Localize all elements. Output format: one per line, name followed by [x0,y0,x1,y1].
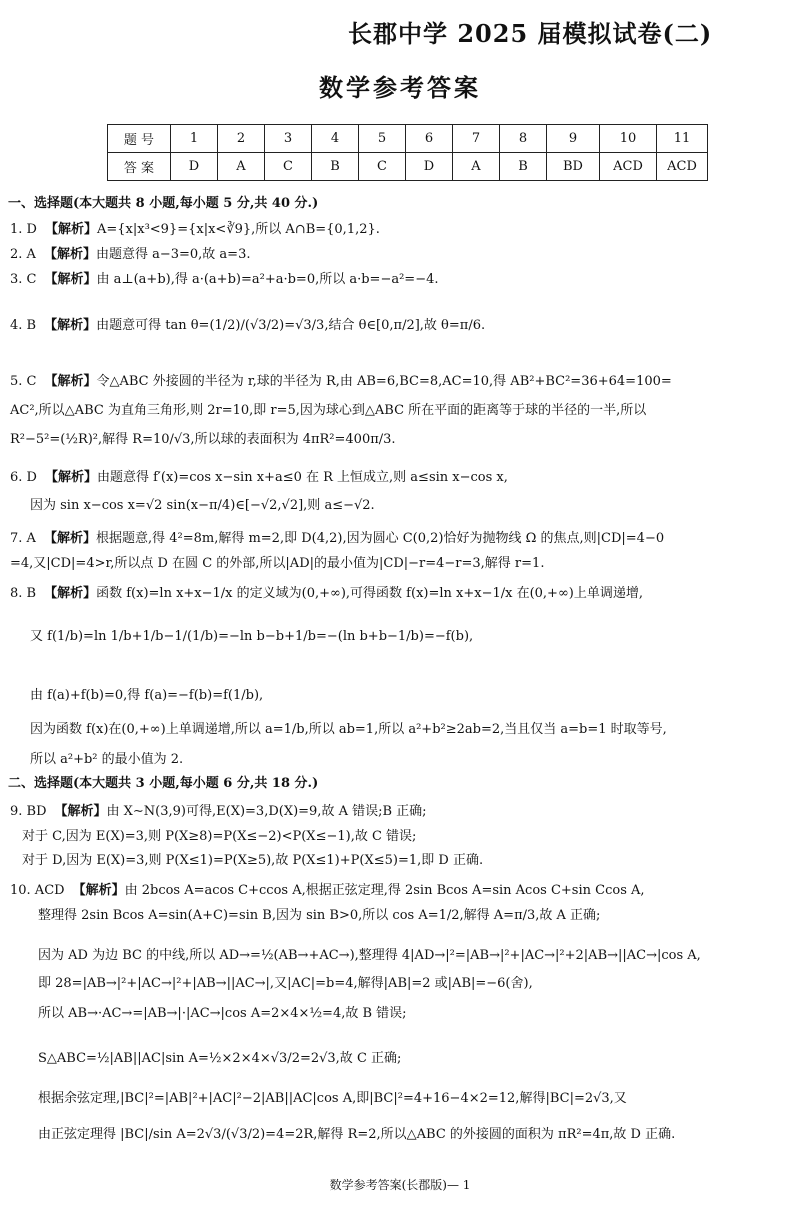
solution-line [10,268,439,287]
solution-text: AC²,所以△ABC 为直角三角形,则 2r=10,即 r=5,因为球心到△ABC 所在平面的距离等于球的半径的一半,所以 [10,403,647,418]
solution-line [38,1087,627,1106]
table-cell: A [453,153,500,181]
solution-line [10,800,427,819]
question-number: 4. B [10,318,37,333]
solution-line [22,825,416,844]
section-heading-1: 一、选择题(本大题共 8 小题,每小题 5 分,共 40 分.) [8,196,319,211]
question-number: 7. A [10,531,36,546]
solution-text: 因为函数 f(x)在(0,+∞)上单调递增,所以 a=1/b,所以 ab=1,所以 a²+b²≥2ab=2,当且仅当 a=b=1 时取等号, [30,722,667,737]
table-cell: 10 [600,125,657,153]
table-cell: ACD [600,153,657,181]
analysis-label: 【解析】 [54,804,107,819]
solution-text: 所以 AB→·AC→=|AB→|·|AC→|cos A=2×4×½=4,故 B 错误; [38,1006,407,1021]
solution-text: 即 28=|AB→|²+|AC→|²+|AB→||AC→|,又|AC|=b=4,解得|AB|=2 或|AB|=−6(舍), [38,976,533,991]
table-cell: 1 [171,125,218,153]
question-number: 8. B [10,586,37,601]
solution-line [10,466,508,485]
table-cell: B [312,153,359,181]
school-title: 长郡中学 2025 届模拟试卷(二) [348,19,713,48]
solution-line [30,625,473,644]
solution-line [38,1123,675,1142]
table-cell: 8 [500,125,547,153]
solution-text: 由 a⊥(a+b),得 a·(a+b)=a²+a·b=0,所以 a·b=−a²=−4. [96,272,439,287]
analysis-label: 【解析】 [44,586,97,601]
solution-line [38,904,600,923]
solution-line [10,552,544,571]
solution-line [38,1002,407,1021]
analysis-label: 【解析】 [43,247,96,262]
table-cell: 3 [265,125,312,153]
solution-line [10,370,672,389]
solution-line [30,718,667,737]
table-header-cell: 题 号 [108,125,171,153]
question-number: 1. D [10,222,37,237]
solution-text: 根据题意,得 4²=8m,解得 m=2,即 D(4,2),因为圆心 C(0,2)恰好为抛物线 Ω 的焦点,则|CD|=4−0 [95,531,665,546]
solution-text: 对于 C,因为 E(X)=3,则 P(X≥8)=P(X≤−2)<P(X≤−1),故 C 错误; [22,829,417,844]
analysis-label: 【解析】 [44,470,97,485]
question-number: 9. BD [10,804,47,819]
solution-line [30,748,183,767]
solution-text: S△ABC=½|AB||AC|sin A=½×2×4×√3/2=2√3,故 C 正确; [38,1051,402,1066]
table-cell: 2 [218,125,265,153]
solution-text: 由 f(a)+f(b)=0,得 f(a)=−f(b)=f(1/b), [30,688,264,703]
solution-text: 又 f(1/b)=ln 1/b+1/b−1/(1/b)=−ln b−b+1/b=−(ln b+b−1/b)=−f(b), [30,629,474,644]
solution-text: 函数 f(x)=ln x+x−1/x 的定义域为(0,+∞),可得函数 f(x)=ln x+x−1/x 在(0,+∞)上单调递增, [96,586,643,601]
solution-text: 因为 AD 为边 BC 的中线,所以 AD→=½(AB→+AC→),整理得 4|AD→|²=|AB→|²+|AC→|²+2|AB→||AC→|cos A, [38,948,701,963]
table-cell: 9 [547,125,600,153]
solution-text: 因为 sin x−cos x=√2 sin(x−π/4)∈[−√2,√2],则 a≤−√2. [30,498,375,513]
analysis-label: 【解析】 [43,531,96,546]
table-cell: 5 [359,125,406,153]
analysis-label: 【解析】 [44,374,97,389]
analysis-label: 【解析】 [44,222,97,237]
answer-table [107,124,708,181]
solution-line [10,243,250,262]
solution-text: 由正弦定理得 |BC|/sin A=2√3/(√3/2)=4=2R,解得 R=2,所以△ABC 的外接圆的面积为 πR²=4π,故 D 正确. [38,1127,676,1142]
table-cell: ACD [657,153,708,181]
solution-line [10,399,646,418]
solution-text: 由 X∼N(3,9)可得,E(X)=3,D(X)=9,故 A 错误;B 正确; [106,804,427,819]
solution-line [38,972,533,991]
solution-line [30,684,263,703]
solution-text: 根据余弦定理,|BC|²=|AB|²+|AC|²−2|AB||AC|cos A,即|BC|²=4+16−4×2=12,解得|BC|=2√3,又 [38,1091,627,1106]
section-heading-2: 二、选择题(本大题共 3 小题,每小题 6 分,共 18 分.) [8,776,319,791]
solution-text: 整理得 2sin Bcos A=sin(A+C)=sin B,因为 sin B>0,所以 cos A=1/2,解得 A=π/3,故 A 正确; [38,908,601,923]
solution-line [10,582,643,601]
table-cell: C [265,153,312,181]
solution-text: 由题意得 a−3=0,故 a=3. [95,247,251,262]
solution-line [10,218,380,237]
solution-line [10,428,396,447]
question-number: 5. C [10,374,37,389]
table-row [108,153,708,181]
page-title: 数学参考答案 [319,73,481,102]
solution-text: 所以 a²+b² 的最小值为 2. [30,752,184,767]
table-cell: BD [547,153,600,181]
solution-line [22,849,483,868]
solution-text: 由题意可得 tan θ=(1/2)/(√3/2)=√3/3,结合 θ∈[0,π/2],故 θ=π/6. [96,318,486,333]
table-cell: B [500,153,547,181]
table-cell: D [171,153,218,181]
table-row [108,125,708,153]
solution-text: 对于 D,因为 E(X)=3,则 P(X≤1)=P(X≥5),故 P(X≤1)+P(X≤5)=1,即 D 正确. [22,853,484,868]
table-cell: C [359,153,406,181]
solution-line [38,944,701,963]
solution-text: 由 2bcos A=acos C+ccos A,根据正弦定理,得 2sin Bcos A=sin Acos C+sin Ccos A, [124,883,645,898]
question-number: 2. A [10,247,36,262]
solution-text: =4,又|CD|=4>r,所以点 D 在圆 C 的外部,所以|AD|的最小值为|CD|−r=4−r=3,解得 r=1. [10,556,545,571]
solution-text: A={x|x³<9}={x|x<∛9},所以 A∩B={0,1,2}. [96,222,380,237]
page-footer: 数学参考答案(长郡版)— 1 [329,1178,471,1192]
solution-line [30,494,375,513]
table-cell: A [218,153,265,181]
table-cell: 11 [657,125,708,153]
table-cell: 7 [453,125,500,153]
analysis-label: 【解析】 [44,318,97,333]
solution-line [10,527,664,546]
analysis-label: 【解析】 [72,883,125,898]
table-cell: 4 [312,125,359,153]
table-cell: D [406,153,453,181]
solution-line [10,314,485,333]
solution-line [38,1047,401,1066]
table-cell: 6 [406,125,453,153]
solution-text: 令△ABC 外接圆的半径为 r,球的半径为 R,由 AB=6,BC=8,AC=10,得 AB²+BC²=36+64=100= [96,374,672,389]
solution-line [10,879,645,898]
table-header-cell: 答 案 [108,153,171,181]
analysis-label: 【解析】 [44,272,97,287]
question-number: 6. D [10,470,37,485]
solution-text: 由题意得 f′(x)=cos x−sin x+a≤0 在 R 上恒成立,则 a≤sin x−cos x, [96,470,508,485]
solution-text: R²−5²=(½R)²,解得 R=10/√3,所以球的表面积为 4πR²=400π/3. [10,432,396,447]
question-number: 3. C [10,272,37,287]
question-number: 10. ACD [10,883,65,898]
